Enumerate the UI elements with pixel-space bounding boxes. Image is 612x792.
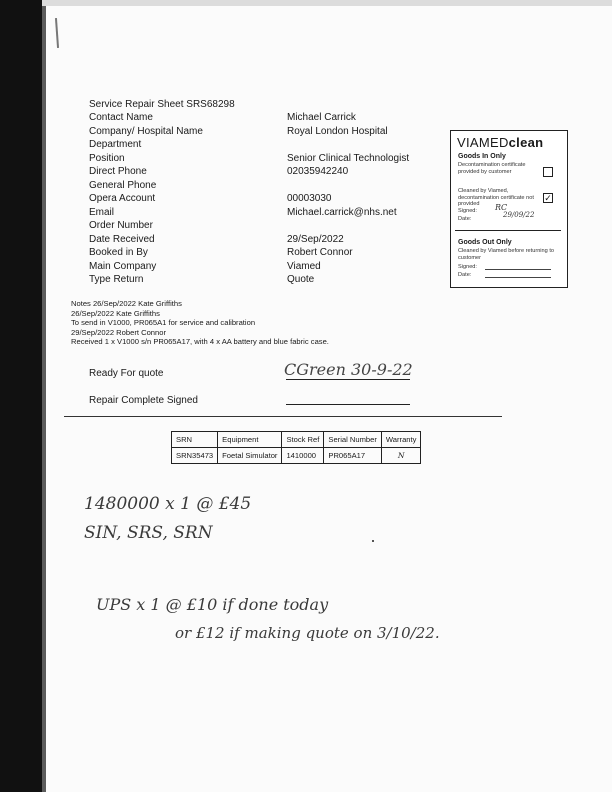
field-label: Position xyxy=(89,152,125,164)
date-value: 29/09/22 xyxy=(503,211,535,219)
out-text: Cleaned by Viamed before returning to customer xyxy=(458,248,554,261)
out-date-label: Date: xyxy=(458,272,472,278)
handwritten-line: 1480000 x 1 @ £45 xyxy=(84,494,252,514)
note-line: 26/Sep/2022 Kate Griffiths xyxy=(71,308,160,318)
stamp-separator xyxy=(455,230,561,231)
table-cell: N xyxy=(381,448,421,464)
viamed-clean-stamp xyxy=(450,130,568,288)
equipment-table xyxy=(171,431,421,464)
field-label: General Phone xyxy=(89,179,157,191)
scan-border-left xyxy=(0,0,42,792)
field-value: 00003030 xyxy=(287,193,332,204)
field-label: Main Company xyxy=(89,260,157,272)
handwritten-line: SIN, SRS, SRN xyxy=(84,523,213,543)
decon-text: Decontamination certificate provided by customer xyxy=(458,162,526,175)
field-value: 29/Sep/2022 xyxy=(287,233,344,245)
table-cell: SRN35473 xyxy=(172,448,218,464)
field-label: Direct Phone xyxy=(89,166,147,177)
ready-signature: CGreen 30-9-22 xyxy=(284,360,413,379)
field-label: Company/ Hospital Name xyxy=(89,125,203,137)
cleaned-text: Cleaned by Viamed, decontamination certificate not provided xyxy=(458,188,534,207)
decon-checkbox xyxy=(543,167,553,177)
date-label: Date: xyxy=(458,216,472,222)
out-signed-line xyxy=(485,269,551,270)
field-label: Type Return xyxy=(89,274,144,285)
stamp-brand-a: VIAMED xyxy=(457,135,509,150)
note-line: Notes 26/Sep/2022 Kate Griffiths xyxy=(71,299,182,308)
field-label: Opera Account xyxy=(89,193,156,204)
col-header: Equipment xyxy=(218,432,282,448)
field-label: Contact Name xyxy=(89,112,153,123)
field-value: Royal London Hospital xyxy=(287,125,388,137)
out-date-line xyxy=(485,277,551,278)
out-signed-label: Signed: xyxy=(458,264,477,270)
field-value: Senior Clinical Technologist xyxy=(287,152,410,164)
repair-complete-label: Repair Complete Signed xyxy=(89,395,198,406)
field-label: Order Number xyxy=(89,220,153,231)
table-cell: PR065A17 xyxy=(324,448,382,464)
note-line: To send in V1000, PR065A1 for service and calibration xyxy=(71,318,256,328)
scan-border-shadow xyxy=(42,0,46,792)
col-header: Warranty xyxy=(381,432,421,448)
field-value: Quote xyxy=(287,274,315,285)
field-label: Booked in By xyxy=(89,247,148,258)
signed-label: Signed: xyxy=(458,208,477,214)
field-label: Department xyxy=(89,139,142,150)
field-value: Michael Carrick xyxy=(287,112,356,123)
repair-signature-line xyxy=(286,404,410,405)
field-value: Viamed xyxy=(287,260,321,272)
table-row xyxy=(172,448,421,464)
handwritten-line: or £12 if making quote on 3/10/22. xyxy=(175,624,440,642)
field-value: Robert Connor xyxy=(287,247,353,258)
col-header: Serial Number xyxy=(324,432,382,448)
goods-out-heading: Goods Out Only xyxy=(458,239,512,246)
note-line: Received 1 x V1000 s/n PR065A17, with 4 x AA battery and blue fabric case. xyxy=(71,337,329,347)
table-header-row xyxy=(172,432,421,448)
table-cell: Foetal Simulator xyxy=(218,448,282,464)
col-header: Stock Ref xyxy=(282,432,324,448)
ready-signature-line xyxy=(286,379,410,380)
note-line: 29/Sep/2022 Robert Connor xyxy=(71,327,166,337)
table-cell: 1410000 xyxy=(282,448,324,464)
cleaned-checkbox: ✓ xyxy=(544,193,552,203)
field-label: Date Received xyxy=(89,233,155,245)
section-divider xyxy=(64,416,502,417)
field-label: Email xyxy=(89,206,115,218)
ready-for-quote-label: Ready For quote xyxy=(89,368,164,379)
stamp-brand xyxy=(457,135,543,150)
notes-block xyxy=(71,299,329,347)
handwritten-line: UPS x 1 @ £10 if done today xyxy=(96,595,329,614)
sheet-title: Service Repair Sheet SRS68298 xyxy=(89,99,235,110)
field-value: 02035942240 xyxy=(287,166,349,177)
scan-border-top xyxy=(42,0,612,6)
pen-mark xyxy=(55,18,59,48)
col-header: SRN xyxy=(172,432,218,448)
signed-value: RC xyxy=(495,203,508,212)
ink-dot xyxy=(372,540,374,542)
goods-in-heading: Goods In Only xyxy=(458,153,506,160)
field-value: Michael.carrick@nhs.net xyxy=(287,206,397,218)
stamp-brand-b: clean xyxy=(508,135,544,150)
